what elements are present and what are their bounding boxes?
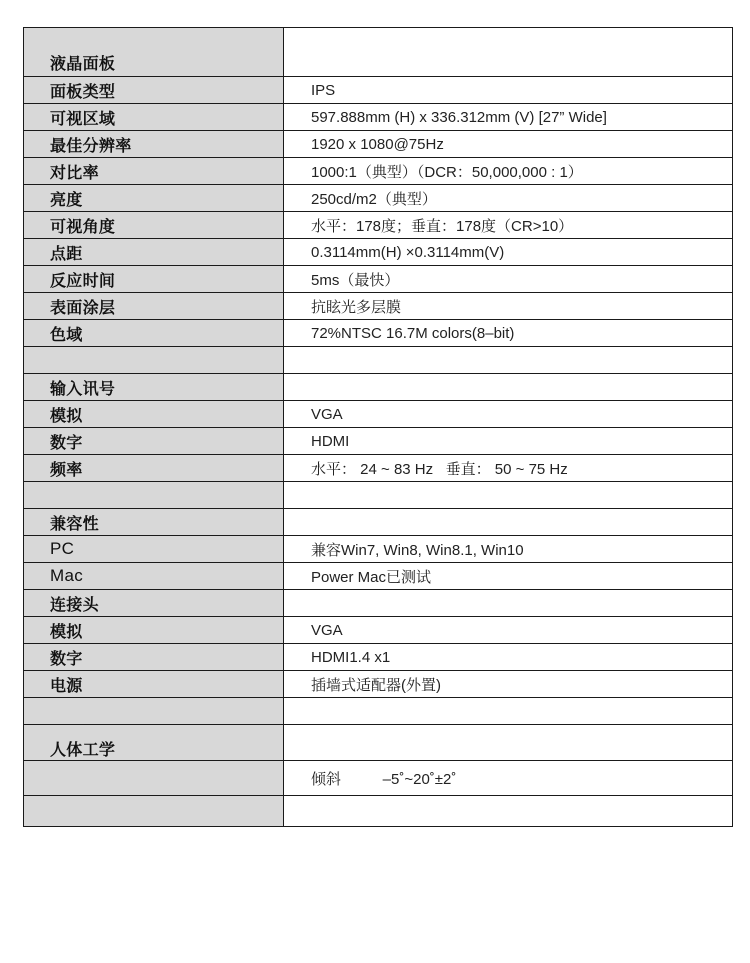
- row-key: [24, 347, 284, 374]
- row-value: [284, 698, 733, 725]
- row-key: 可视区域: [24, 104, 284, 131]
- table-row: [24, 266, 733, 293]
- table-row: [24, 239, 733, 266]
- row-value: VGA: [284, 401, 733, 428]
- row-key: [24, 698, 284, 725]
- row-value: VGA: [284, 617, 733, 644]
- table-row: [24, 428, 733, 455]
- table-row: [24, 671, 733, 698]
- row-value: [284, 509, 733, 536]
- table-row: [24, 77, 733, 104]
- row-key: [24, 796, 284, 827]
- row-key: 数字: [24, 644, 284, 671]
- table-row: [24, 131, 733, 158]
- row-value: 抗眩光多层膜: [284, 293, 733, 320]
- row-key: 点距: [24, 239, 284, 266]
- table-row: [24, 401, 733, 428]
- row-value: 0.3114mm(H) ×0.3114mm(V): [284, 239, 733, 266]
- table-row: [24, 320, 733, 347]
- row-value: 水平： 24 ~ 83 Hz 垂直： 50 ~ 75 Hz: [284, 455, 733, 482]
- row-key: 色域: [24, 320, 284, 347]
- row-key: 连接头: [24, 590, 284, 617]
- row-value: [284, 374, 733, 401]
- row-value: 72%NTSC 16.7M colors(8–bit): [284, 320, 733, 347]
- table-row: [24, 28, 733, 77]
- table-row: [24, 796, 733, 827]
- row-value: [284, 590, 733, 617]
- row-key: 对比率: [24, 158, 284, 185]
- row-key: 反应时间: [24, 266, 284, 293]
- row-value: 兼容Win7, Win8, Win8.1, Win10: [284, 536, 733, 563]
- row-value: HDMI: [284, 428, 733, 455]
- row-key: 模拟: [24, 401, 284, 428]
- table-row: [24, 698, 733, 725]
- row-key: 数字: [24, 428, 284, 455]
- row-key: [24, 28, 284, 77]
- row-key: [24, 761, 284, 796]
- row-value: [284, 28, 733, 77]
- row-key: 可视角度: [24, 212, 284, 239]
- row-value: Power Mac已测试: [284, 563, 733, 590]
- table-row: [24, 347, 733, 374]
- table-row: [24, 644, 733, 671]
- row-value: 水平：178度；垂直：178度（CR>10）: [284, 212, 733, 239]
- table-row: [24, 212, 733, 239]
- row-key: 输入讯号: [24, 374, 284, 401]
- table-row: [24, 482, 733, 509]
- table-row: [24, 374, 733, 401]
- row-key: [24, 482, 284, 509]
- row-value: [284, 796, 733, 827]
- table-row: [24, 509, 733, 536]
- spec-table: [23, 27, 733, 827]
- table-row: [24, 104, 733, 131]
- table-row: [24, 158, 733, 185]
- table-row: [24, 590, 733, 617]
- row-value: 1920 x 1080@75Hz: [284, 131, 733, 158]
- row-key: 人体工学: [24, 725, 284, 761]
- row-value: [284, 482, 733, 509]
- row-value: 倾斜 –5˚~20˚±2˚: [284, 761, 733, 796]
- table-row: [24, 563, 733, 590]
- table-row: [24, 536, 733, 563]
- row-value: 5ms（最快）: [284, 266, 733, 293]
- row-value: [284, 725, 733, 761]
- row-value: 插墙式适配器(外置): [284, 671, 733, 698]
- row-key: PC: [24, 536, 284, 563]
- row-key: 亮度: [24, 185, 284, 212]
- table-row: [24, 455, 733, 482]
- row-value: 597.888mm (H) x 336.312mm (V) [27” Wide]: [284, 104, 733, 131]
- table-row: [24, 617, 733, 644]
- row-value: HDMI1.4 x1: [284, 644, 733, 671]
- row-key: 电源: [24, 671, 284, 698]
- table-row: [24, 725, 733, 761]
- table-row: [24, 761, 733, 796]
- table-row: [24, 185, 733, 212]
- row-key: 模拟: [24, 617, 284, 644]
- row-key: 兼容性: [24, 509, 284, 536]
- row-key: Mac: [24, 563, 284, 590]
- row-value: 1000:1（典型）（DCR：50,000,000 : 1）: [284, 158, 733, 185]
- row-value: IPS: [284, 77, 733, 104]
- row-value: 250cd/m2（典型）: [284, 185, 733, 212]
- row-key-label: 液晶面板: [50, 54, 116, 73]
- row-key: 表面涂层: [24, 293, 284, 320]
- table-row: [24, 293, 733, 320]
- row-key: 频率: [24, 455, 284, 482]
- row-key: 面板类型: [24, 77, 284, 104]
- row-key: 最佳分辨率: [24, 131, 284, 158]
- row-value: [284, 347, 733, 374]
